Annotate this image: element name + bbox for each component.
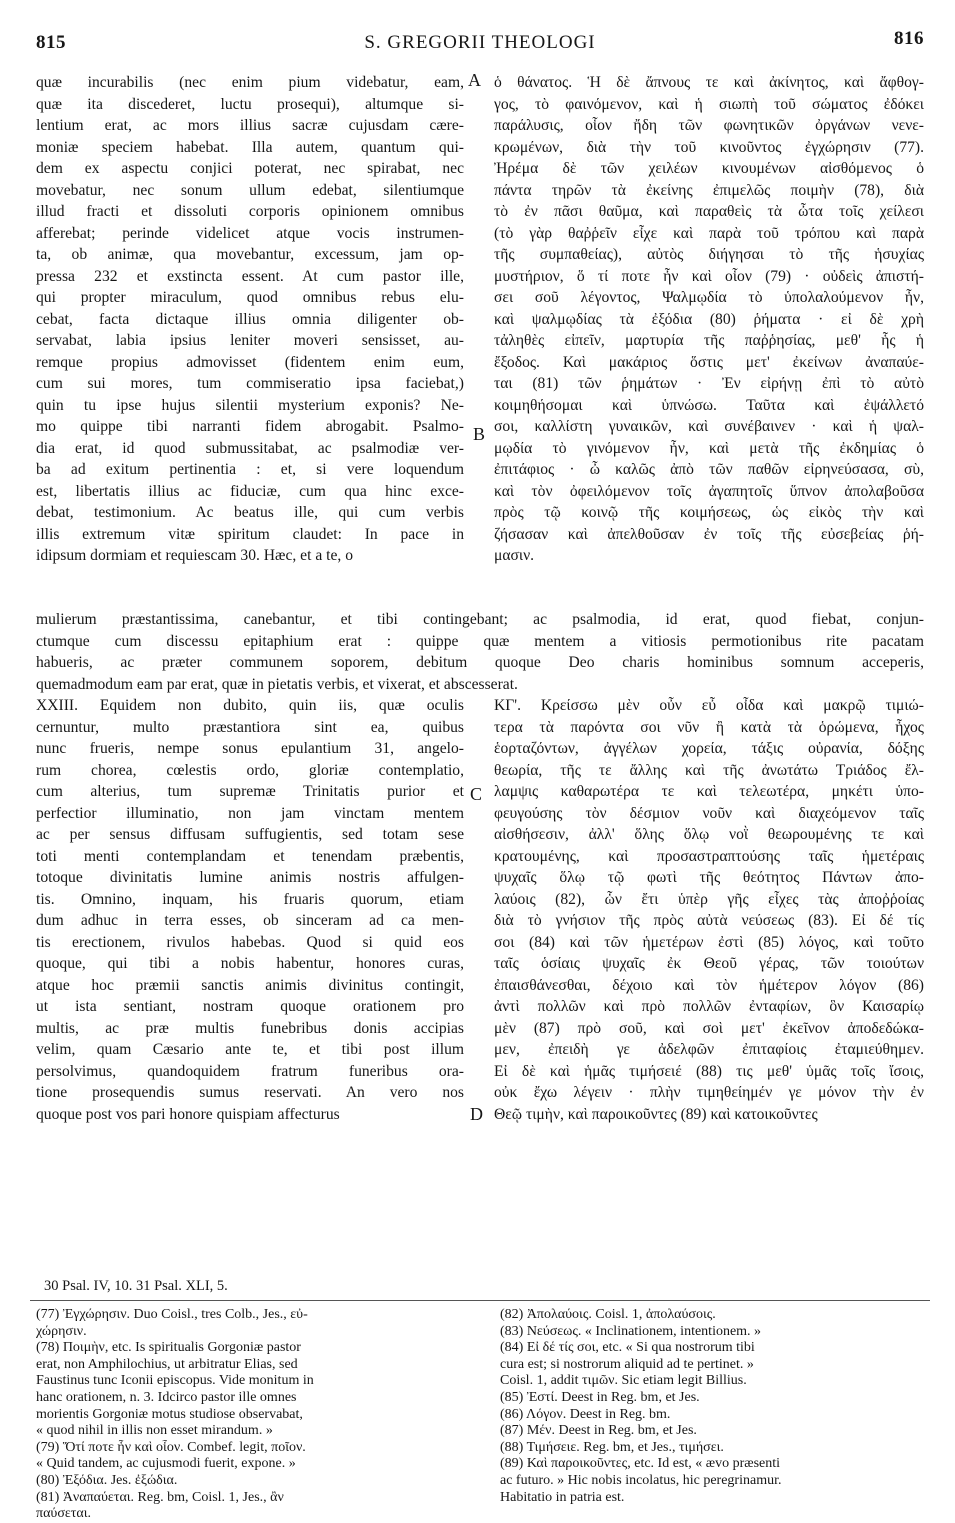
text-line: dem ex aspectu conjici poterat, nec spirabat, nec	[36, 160, 464, 177]
text-line: σει σοῦ λέγοντος, Ψαλμῳδία τὸ ὑπολαλούμενον ἦν,	[494, 289, 924, 306]
text-line: τὸ ἐν πᾶσι θαῦμα, καὶ παραθεὶς τὰ ὦτα τοῖς χείλεσι	[494, 203, 924, 220]
text-line: σοι (84) καὶ τῶν ἡμετέρων ἐστὶ (85) λόγος, καὶ τοῦτο	[494, 933, 924, 951]
latin-column-section-xxiii	[36, 695, 464, 1125]
text-line: atque hoc præmii sanctis animis divinitus contingit,	[36, 976, 464, 994]
text-line: hanc orationem, n. 3. Idcirco pastor ille omnes	[36, 1389, 297, 1405]
apparatus-divider	[30, 1300, 930, 1301]
text-line: qui propter miraculum, quod omnibus rebus elu-	[36, 289, 464, 306]
text-line: quæ incurabilis (nec enim pium videbatur, eam,	[36, 74, 464, 91]
text-line: Habitatio in patria est.	[500, 1489, 625, 1505]
text-line: ΚΓ'. Κρείσσω μὲν οὖν εὖ οἶδα καὶ μακρῷ τιμιώ-	[494, 697, 924, 714]
text-line: τῆς συμπαθείας), αὐτὸς διήγησαι τὸ τῆς ἡσυχίας	[494, 246, 924, 263]
text-line: moniæ speciem habebat. Illa autem, quantum qui-	[36, 138, 464, 156]
page-number-right: 816	[894, 28, 924, 49]
text-line: γος, τὸ φαινόμενον, καὶ ἡ σιωπὴ τοῦ σώματος ἐδόκει	[494, 95, 924, 113]
running-title: S. GREGORII THEOLOGI	[364, 32, 596, 53]
text-line: (77) Ἐγχώρησιν. Duo Coisl., tres Colb., Jes., εὐ-	[36, 1307, 308, 1322]
apparatus-right-column	[500, 1307, 920, 1506]
text-line: διὰ τὸ γνήσιον τῆς πρὸς αὐτὰ νεύσεως (83). Εἰ δέ τίς	[494, 912, 924, 929]
text-line: quin tu ipse hujus silentii mysterium exponis? Ne-	[36, 396, 464, 414]
text-line: Θεῷ τιμὴν, καὶ παροικοῦντες (89) καὶ κατοικοῦντες	[494, 1105, 818, 1123]
text-line: ἐπιτάφιος · ὦ καλῶς ἀπὸ τῶν παθῶν εἰρηνεύσασα, σὺ,	[494, 461, 924, 478]
text-line: persolvimus, quandoquidem fratrum funeribus ora-	[36, 1062, 464, 1080]
text-line: mulierum præstantissima, canebantur, et tibi contingebant; ac psalmodia, id erat, quod fiebat, conjun-	[36, 611, 924, 628]
text-line: τερα τὰ παρόντα σοι νῦν ἢ κατὰ τὰ ὁρώμενα, ἦχος	[494, 718, 924, 736]
text-line: ut ista sentiant, nostram quoque orationem pro	[36, 998, 464, 1015]
text-line: afferebat; perinde videlicet atque vocis instrumen-	[36, 224, 464, 242]
margin-letter-a: A	[468, 70, 481, 90]
text-line: (87) Μέν. Deest in Reg. bm, et Jes.	[500, 1423, 697, 1439]
text-line: dia erat, id quod submussitabat, ac psalmodiæ ver-	[36, 439, 464, 457]
text-line: tis erectionem, rivulos habebas. Quod si quid eos	[36, 933, 464, 951]
text-line: « Quid tandem, ac cujusmodi fuerit, expone. »	[36, 1456, 296, 1472]
text-line: ὁ θάνατος. Ἡ δὲ ἄπνους τε καὶ ἀκίνητος, καὶ ἄφθογ-	[494, 74, 924, 91]
page-number-left: 815	[36, 32, 66, 53]
text-line: quoque, qui tibi a nobis habentur, honores curas,	[36, 955, 464, 972]
text-line: κοιμηθήσομαι καὶ ὑπνώσω. Ταῦτα καὶ ἐψάλλετό	[494, 396, 924, 414]
text-line: Faustinus tunc Iconii episcopus. Vide monitum in	[36, 1373, 314, 1389]
text-line: rum chorea, cœlestis ordo, gloriæ contemplatio,	[36, 761, 464, 779]
text-line: lentium erat, ac mors illius sacræ cujusdam cære-	[36, 117, 464, 134]
text-line: ba ad exitum pertinentia : et, si vere loquendum	[36, 461, 464, 478]
text-line: χώρησιν.	[36, 1323, 87, 1339]
text-line: ται (81) τῶν ῥημάτων · Ἐν εἰρήνῃ ἐπὶ τὸ αὐτὸ	[494, 375, 924, 392]
text-line: quemadmodum eam par erat, quæ in pietatis verbis, et vixerat, et abscesserat.	[36, 675, 518, 693]
greek-column-top	[494, 72, 924, 567]
text-line: illud fracti et dissoluti corporis opinionem omnibus	[36, 203, 464, 220]
text-line: ζήσασαν καὶ ἀπελθοῦσαν ἐν τοῖς τῆς εὐσεβείας ῥή-	[494, 525, 924, 543]
text-line: cernuntur, multo præstantiora sint ea, quibus	[36, 718, 464, 736]
text-line: idipsum dormiam et requiescam 30. Hæc, et a te, o	[36, 547, 353, 564]
text-line: cum sui mores, tum commiseratio ipsa faciebat,)	[36, 375, 464, 392]
text-line: cebat, facta dictaque illius omnia diligenter ob-	[36, 310, 464, 328]
text-line: πρὸς τῷ κοινῷ τῆς κοιμήσεως, ὡς εἰκὸς τὴν καὶ	[494, 504, 924, 521]
text-line: μὲν (87) πρὸ σοῦ, καὶ σοὶ μετ' ἐκεῖνον ἀποδεδώκα-	[494, 1019, 924, 1037]
text-line: αἰσθήσεσιν, ἀλλ' ὅλης ὅλῳ νοῒ θεωρουμένης τε καὶ	[494, 826, 924, 843]
text-line: κρατουμένης, καὶ προσαστραπτούσης ταῖς ἡμετέραις	[494, 847, 924, 865]
text-line: ἑορταζόντων, ἀγγέλων χορεία, τάξις οὐρανία, δόξης	[494, 740, 924, 757]
text-line: σοι, καλλίστη γυναικῶν, καὶ συνέβαινεν · καὶ ἡ ψαλ-	[494, 418, 924, 435]
text-line: (89) Καὶ παροικοῦντες, etc. Id est, « ævo præsenti	[500, 1456, 781, 1472]
text-line: ἔξοδος. Καὶ μακάριος ὅστις μετ' ἐκείνων ἀναπαύε-	[494, 353, 924, 371]
margin-letter-d: D	[470, 1104, 483, 1124]
text-line: παράλυσις, οἷον ἤδη τῶν φωνητικῶν ὀργάνων νενε-	[494, 117, 924, 134]
text-line: cum alterius, tum supremæ Trinitatis purior et	[36, 783, 464, 800]
text-line: XXIII. Equidem non dubito, quin iis, quæ oculis	[36, 697, 464, 714]
text-line: velim, quam Cæsario ante te, et tibi post illum	[36, 1041, 464, 1058]
apparatus-left-column	[36, 1307, 462, 1523]
text-line: ta, ob animæ, qua movebantur, excessum, jam op-	[36, 246, 464, 263]
text-line: tione prosequendis sumus reservati. An vero nos	[36, 1084, 464, 1101]
text-line: (86) Λόγον. Deest in Reg. bm.	[500, 1406, 671, 1422]
margin-letter-b: B	[473, 424, 486, 444]
text-line: multis, ac præ multis funebribus donis accipias	[36, 1019, 464, 1037]
text-line: erat, non Amphilochius, ut arbitratur Elias, sed	[36, 1356, 298, 1372]
text-line: Ἠρέμα δὲ τῶν χειλέων κινουμένων αἰσθόμενος ὁ	[494, 160, 924, 177]
text-line: illis extremum vitæ spiritum claudet: In pace in	[36, 525, 464, 543]
latin-fullwidth-text	[36, 609, 924, 695]
text-line: morientis Gorgoniæ motus studiose observabat,	[36, 1406, 303, 1422]
text-line: nunc frueris, nempe sonus epulantium 31, angelo-	[36, 740, 464, 757]
text-line: servabat, labia ipsius leniter moveri sensisset, au-	[36, 332, 464, 349]
text-line: παύσεται.	[36, 1506, 91, 1522]
scripture-footnotes: 30 Psal. IV, 10. 31 Psal. XLI, 5.	[44, 1278, 228, 1294]
text-line: habueris, ac præter communem soporem, debitum quoque Deo charis hominibus somnum acceperis,	[36, 654, 924, 671]
text-line: (78) Ποιμὴν, etc. Is spiritualis Gorgoniæ pastor	[36, 1340, 301, 1356]
text-line: μεν, ἐπειδὴ γε ἀδελφῶν ἐπιταφίοις ἐταμιεύθημεν.	[494, 1041, 924, 1058]
text-line: totoque divinitatis lumine animis nostris affulgen-	[36, 869, 464, 886]
text-line: perfectior illuminatio, non jam vinctam mentem	[36, 804, 464, 822]
text-line: λαμψις καθαρωτέρα τε καὶ τελεωτέρα, μηκέτι ὑπο-	[494, 783, 924, 800]
text-line: (81) Ἀναπαύεται. Reg. bm, Coisl. 1, Jes., ἂν	[36, 1489, 284, 1505]
text-line: Coisl. 1, addit τιμῶν. Sic etiam legit Billius.	[500, 1373, 747, 1389]
page-header	[36, 28, 924, 58]
latin-column-top	[36, 72, 464, 567]
text-line: Εἰ δὲ καὶ ἡμᾶς τιμήσειέ (88) τις μεθ' ὑμᾶς τοῖς ἴσοις,	[494, 1062, 924, 1080]
text-line: (84) Εἰ δέ τίς σοι, etc. « Si qua nostrorum tibi	[500, 1340, 755, 1356]
text-line: (80) Ἐξόδια. Jes. ἐξώδια.	[36, 1472, 178, 1488]
text-line: ἐπαισθάνεσθαι, δέχοιο καὶ τὸν ἡμέτερον λόγον (86)	[494, 976, 924, 994]
margin-letter-c: C	[470, 784, 483, 804]
text-line: « quod nihil in illis non esset mirandum. »	[36, 1423, 273, 1439]
greek-column-section-xxiii	[494, 695, 924, 1125]
text-line: quæ ita discederet, luctu prosequi), altumque si-	[36, 95, 464, 113]
text-line: cura est; si nostrorum aliquid ad te pertinet. »	[500, 1356, 754, 1372]
text-line: (88) Τιμήσειε. Reg. bm, et Jes., τιμήσει.	[500, 1439, 724, 1455]
text-line: (τὸ γὰρ θαῤῥεῖν εἶχε καὶ παρὰ τοῦ τρόπου καὶ παρὰ	[494, 224, 924, 242]
text-line: debat, testimonium. Ac beatus ille, qui cum verbis	[36, 504, 464, 521]
text-line: θεωρία, τῆς τε ἄλλης καὶ τῆς ἀνωτάτω Τριάδος ἔλ-	[494, 761, 924, 779]
text-line: (85) Ἐστί. Deest in Reg. bm, et Jes.	[500, 1389, 700, 1405]
text-line: mo quippe tibi narranti fidem abrogabit. Psalmo-	[36, 418, 464, 435]
text-line: φευγούσης τὸν δέσμιον νοῦν καὶ διαχεόμενον ταῖς	[494, 804, 924, 822]
text-line: ταῖς ὁσίαις ψυχαῖς ἐκ Θεοῦ γέρας, τῶν τοιούτων	[494, 955, 924, 972]
text-line: movebatur, nec sonum ullum edebat, silentiumque	[36, 181, 464, 199]
text-line: μῳδία τὸ γινόμενον ἦν, καὶ μετὰ τῆς ἐκδημίας ὁ	[494, 439, 924, 457]
text-line: ac futuro. » Hic nobis incolatus, hic peregrinamur.	[500, 1472, 782, 1488]
text-line: καὶ ψαλμῳδίας τὰ ἐξόδια (80) ῥήματα · εἰ δὲ χρὴ	[494, 310, 924, 328]
text-line: λαύοις (82), ὧν ἔτι ὑπὲρ γῆς εἶχες τὰς ἀποῤῥοίας	[494, 890, 924, 908]
text-line: (79) Ὅτί ποτε ἦν καὶ οἷον. Combef. legit, ποῖον.	[36, 1439, 306, 1455]
text-line: tis. Omnino, inquam, his fruaris quorum, etiam	[36, 890, 464, 908]
text-line: pressa 232 et exstincta essent. At cum pastor ille,	[36, 267, 464, 285]
text-line: οὐκ ἔχω λέγειν · πλὴν τιμηθείημέν γε μόνον τὴν ἐν	[494, 1084, 924, 1101]
text-line: (83) Νεύσεως. « Inclinationem, intentionem. »	[500, 1323, 762, 1339]
text-line: est, libertatis illius ac fiduciæ, cum qua hinc exce-	[36, 482, 464, 500]
text-line: μυστήριον, ὅ τί ποτε ἦν καὶ οἷον (79) · οὐδεὶς ἀπιστή-	[494, 267, 924, 285]
text-line: ψυχαῖς ὅλῳ τῷ φωτὶ τῆς θεότητος Πάντων ἀπο-	[494, 869, 924, 886]
text-line: ἀντὶ πολλῶν καὶ πρὸ πολλῶν ἐνταφίων, ὃν Καισαρίῳ	[494, 998, 924, 1015]
text-line: ctumque cum discessu epitaphium erat : quippe quæ mentem a vitiosis permotionibus rite pacatam	[36, 632, 924, 650]
text-line: (82) Ἀπολαύοις. Coisl. 1, ἀπολαύσοις.	[500, 1307, 716, 1322]
text-line: πάντα τηρῶν τὰ ἐκείνης ἐπιμελῶς ποιμὴν (78), διὰ	[494, 181, 924, 199]
text-line: dum adhuc in terra esses, ob sinceram ad ca men-	[36, 912, 464, 929]
text-line: ac per sensus diffusam suffugientis, sed totam sese	[36, 826, 464, 843]
text-line: καὶ τὸν ὀφειλόμενον τοῖς ἀγαπητοῖς ὕπνον ἀπολαβοῦσα	[494, 482, 924, 500]
text-line: toti menti contemplandam et tenendam præbentis,	[36, 847, 464, 865]
text-line: remque propius admovisset (fidentem enim eum,	[36, 353, 464, 371]
text-line: κρωμένων, διὰ τὴν τοῦ κινοῦντος ἐγχώρησιν (77).	[494, 138, 924, 156]
text-line: τἀληθὲς εἰπεῖν, μαρτυρία τῆς παῤῥησίας, μεθ' ἧς ἡ	[494, 332, 924, 349]
text-line: quoque post vos pari honore quispiam affecturus	[36, 1105, 340, 1123]
text-line: μασιν.	[494, 547, 535, 564]
